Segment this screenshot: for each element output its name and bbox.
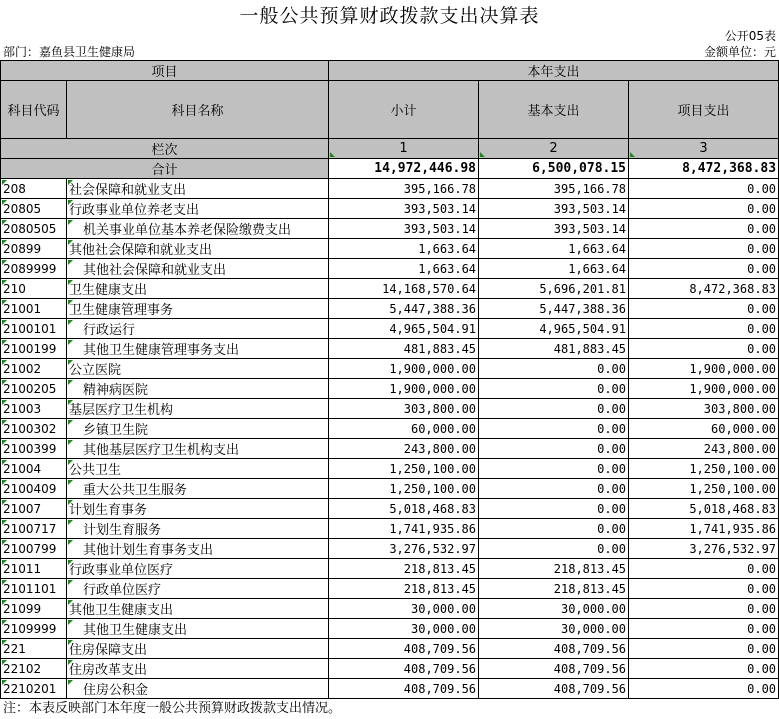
department-label: 部门：嘉鱼县卫生健康局	[3, 45, 136, 59]
cell-marker	[68, 660, 73, 665]
header-col3: 3	[629, 139, 779, 159]
row-subtotal: 5,018,468.83	[329, 499, 479, 519]
row-project: 0.00	[629, 579, 779, 599]
row-name: 其他卫生健康管理事务支出	[67, 339, 329, 359]
row-code: 2109999	[1, 619, 67, 639]
row-name: 精神病医院	[67, 379, 329, 399]
row-name: 其他社会保障和就业支出	[67, 259, 329, 279]
cell-marker	[2, 680, 7, 685]
row-basic: 0.00	[479, 459, 629, 479]
row-code: 2100199	[1, 339, 67, 359]
row-subtotal: 1,663.64	[329, 239, 479, 259]
row-basic: 5,447,388.36	[479, 299, 629, 319]
row-project: 0.00	[629, 659, 779, 679]
table-row	[1, 179, 779, 199]
row-subtotal: 481,883.45	[329, 339, 479, 359]
row-project: 0.00	[629, 679, 779, 699]
cell-marker	[2, 560, 7, 565]
row-subtotal: 1,250,100.00	[329, 479, 479, 499]
table-row	[1, 239, 779, 259]
report-title: 一般公共预算财政拨款支出决算表	[239, 5, 540, 27]
cell-marker	[68, 340, 73, 345]
row-basic: 0.00	[479, 419, 629, 439]
table-row	[1, 399, 779, 419]
row-subtotal: 395,166.78	[329, 179, 479, 199]
row-project: 5,018,468.83	[629, 499, 779, 519]
row-basic: 0.00	[479, 359, 629, 379]
row-project: 0.00	[629, 299, 779, 319]
table-row	[1, 519, 779, 539]
row-code: 20805	[1, 199, 67, 219]
row-project: 1,900,000.00	[629, 379, 779, 399]
row-basic: 218,813.45	[479, 579, 629, 599]
row-code: 221	[1, 639, 67, 659]
cell-marker	[68, 440, 73, 445]
cell-marker	[2, 600, 7, 605]
row-subtotal: 408,709.56	[329, 639, 479, 659]
row-subtotal: 408,709.56	[329, 679, 479, 699]
row-subtotal: 1,663.64	[329, 259, 479, 279]
row-code: 2210201	[1, 679, 67, 699]
header-column-no: 栏次	[1, 139, 329, 159]
cell-marker	[68, 600, 73, 605]
cell-marker	[68, 680, 73, 685]
row-name: 重大公共卫生服务	[67, 479, 329, 499]
row-name: 社会保障和就业支出	[67, 179, 329, 199]
row-project: 0.00	[629, 219, 779, 239]
row-subtotal: 1,250,100.00	[329, 459, 479, 479]
header-subtotal: 小计	[329, 81, 479, 139]
cell-marker	[2, 640, 7, 645]
row-name: 基层医疗卫生机构	[67, 399, 329, 419]
cell-marker	[2, 300, 7, 305]
row-name: 乡镇卫生院	[67, 419, 329, 439]
row-subtotal: 30,000.00	[329, 599, 479, 619]
row-name: 行政运行	[67, 319, 329, 339]
cell-marker	[68, 220, 73, 225]
row-subtotal: 30,000.00	[329, 619, 479, 639]
row-basic: 408,709.56	[479, 639, 629, 659]
row-basic: 408,709.56	[479, 679, 629, 699]
cell-marker	[68, 260, 73, 265]
expenditure-table	[0, 60, 779, 699]
header-code: 科目代码	[1, 81, 67, 139]
row-project: 1,250,100.00	[629, 459, 779, 479]
row-name: 公立医院	[67, 359, 329, 379]
row-basic: 0.00	[479, 539, 629, 559]
row-basic: 0.00	[479, 499, 629, 519]
row-code: 21099	[1, 599, 67, 619]
row-code: 2100799	[1, 539, 67, 559]
row-code: 20899	[1, 239, 67, 259]
row-code: 21003	[1, 399, 67, 419]
header-item: 项目	[1, 61, 329, 81]
row-project: 0.00	[629, 339, 779, 359]
cell-marker	[2, 620, 7, 625]
table-row	[1, 499, 779, 519]
row-project: 3,276,532.97	[629, 539, 779, 559]
row-code: 2100399	[1, 439, 67, 459]
table-row	[1, 459, 779, 479]
cell-marker	[68, 540, 73, 545]
row-subtotal: 408,709.56	[329, 659, 479, 679]
row-subtotal: 3,276,532.97	[329, 539, 479, 559]
total-subtotal: 14,972,446.98	[329, 159, 479, 179]
row-basic: 393,503.14	[479, 199, 629, 219]
header-col2: 2	[479, 139, 629, 159]
row-project: 0.00	[629, 239, 779, 259]
row-code: 2101101	[1, 579, 67, 599]
cell-marker	[2, 440, 7, 445]
table-row	[1, 619, 779, 639]
row-name: 机关事业单位基本养老保险缴费支出	[67, 219, 329, 239]
row-code: 21004	[1, 459, 67, 479]
cell-marker	[2, 180, 7, 185]
total-project: 8,472,368.83	[629, 159, 779, 179]
cell-marker	[2, 240, 7, 245]
table-row	[1, 639, 779, 659]
cell-marker	[68, 480, 73, 485]
row-name: 计划生育事务	[67, 499, 329, 519]
header-project: 项目支出	[629, 81, 779, 139]
cell-marker	[68, 240, 73, 245]
row-project: 1,250,100.00	[629, 479, 779, 499]
row-project: 0.00	[629, 259, 779, 279]
row-basic: 393,503.14	[479, 219, 629, 239]
cell-marker	[2, 520, 7, 525]
row-subtotal: 1,900,000.00	[329, 379, 479, 399]
cell-marker	[2, 420, 7, 425]
row-subtotal: 393,503.14	[329, 199, 479, 219]
row-name: 行政事业单位医疗	[67, 559, 329, 579]
cell-marker	[68, 400, 73, 405]
amount-unit-label: 金额单位：元	[703, 45, 776, 59]
row-project: 0.00	[629, 599, 779, 619]
cell-marker	[68, 620, 73, 625]
row-subtotal: 4,965,504.91	[329, 319, 479, 339]
row-code: 2100205	[1, 379, 67, 399]
table-row	[1, 439, 779, 459]
table-row	[1, 419, 779, 439]
row-code: 21007	[1, 499, 67, 519]
cell-marker	[2, 360, 7, 365]
cell-marker	[2, 480, 7, 485]
cell-marker	[68, 300, 73, 305]
row-code: 2080505	[1, 219, 67, 239]
table-row	[1, 339, 779, 359]
row-basic: 30,000.00	[479, 599, 629, 619]
row-project: 0.00	[629, 619, 779, 639]
cell-marker	[2, 580, 7, 585]
table-row	[1, 299, 779, 319]
cell-marker	[68, 380, 73, 385]
row-subtotal: 5,447,388.36	[329, 299, 479, 319]
row-basic: 0.00	[479, 379, 629, 399]
table-row	[1, 479, 779, 499]
row-name: 其他卫生健康支出	[67, 619, 329, 639]
row-project: 0.00	[629, 639, 779, 659]
form-number: 公开05表	[724, 29, 776, 43]
row-basic: 0.00	[479, 399, 629, 419]
row-basic: 0.00	[479, 519, 629, 539]
row-name: 行政事业单位养老支出	[67, 199, 329, 219]
table-row	[1, 659, 779, 679]
header-basic: 基本支出	[479, 81, 629, 139]
row-project: 303,800.00	[629, 399, 779, 419]
table-row	[1, 359, 779, 379]
cell-marker	[68, 500, 73, 505]
row-project: 0.00	[629, 319, 779, 339]
row-name: 住房公积金	[67, 679, 329, 699]
row-basic: 408,709.56	[479, 659, 629, 679]
table-row	[1, 259, 779, 279]
cell-marker	[68, 320, 73, 325]
table-row	[1, 379, 779, 399]
row-basic: 395,166.78	[479, 179, 629, 199]
cell-marker	[68, 520, 73, 525]
row-subtotal: 14,168,570.64	[329, 279, 479, 299]
header-col1: 1	[329, 139, 479, 159]
row-subtotal: 303,800.00	[329, 399, 479, 419]
cell-marker	[68, 460, 73, 465]
total-basic: 6,500,078.15	[479, 159, 629, 179]
footnote: 注：本表反映部门本年度一般公共预算财政拨款支出情况。	[3, 701, 342, 716]
cell-marker	[68, 280, 73, 285]
row-subtotal: 60,000.00	[329, 419, 479, 439]
row-basic: 0.00	[479, 439, 629, 459]
cell-marker	[2, 500, 7, 505]
table-row	[1, 679, 779, 699]
row-code: 21001	[1, 299, 67, 319]
row-name: 其他卫生健康支出	[67, 599, 329, 619]
row-subtotal: 393,503.14	[329, 219, 479, 239]
cell-marker	[2, 200, 7, 205]
row-name: 卫生健康支出	[67, 279, 329, 299]
row-name: 行政单位医疗	[67, 579, 329, 599]
cell-marker	[2, 540, 7, 545]
row-subtotal: 218,813.45	[329, 559, 479, 579]
header-current-year: 本年支出	[329, 61, 779, 81]
row-basic: 218,813.45	[479, 559, 629, 579]
cell-marker	[2, 380, 7, 385]
row-code: 2089999	[1, 259, 67, 279]
cell-marker	[2, 400, 7, 405]
cell-marker	[68, 360, 73, 365]
row-project: 0.00	[629, 559, 779, 579]
table-row	[1, 579, 779, 599]
row-code: 210	[1, 279, 67, 299]
cell-marker	[68, 580, 73, 585]
row-basic: 0.00	[479, 479, 629, 499]
row-basic: 1,663.64	[479, 259, 629, 279]
table-row	[1, 199, 779, 219]
table-row	[1, 219, 779, 239]
row-subtotal: 218,813.45	[329, 579, 479, 599]
row-project: 60,000.00	[629, 419, 779, 439]
row-name: 住房改革支出	[67, 659, 329, 679]
row-basic: 30,000.00	[479, 619, 629, 639]
row-project: 0.00	[629, 179, 779, 199]
row-subtotal: 1,741,935.86	[329, 519, 479, 539]
row-code: 21002	[1, 359, 67, 379]
table-row	[1, 279, 779, 299]
row-name: 计划生育服务	[67, 519, 329, 539]
cell-marker	[68, 560, 73, 565]
row-code: 2100302	[1, 419, 67, 439]
cell-marker	[68, 640, 73, 645]
row-name: 住房保障支出	[67, 639, 329, 659]
table-row	[1, 319, 779, 339]
row-name: 卫生健康管理事务	[67, 299, 329, 319]
row-code: 2100101	[1, 319, 67, 339]
row-code: 2100409	[1, 479, 67, 499]
cell-marker	[2, 280, 7, 285]
row-name: 其他社会保障和就业支出	[67, 239, 329, 259]
cell-marker	[2, 660, 7, 665]
row-project: 0.00	[629, 199, 779, 219]
row-project: 8,472,368.83	[629, 279, 779, 299]
table-row	[1, 539, 779, 559]
row-basic: 5,696,201.81	[479, 279, 629, 299]
table-row	[1, 599, 779, 619]
row-basic: 4,965,504.91	[479, 319, 629, 339]
header-name: 科目名称	[67, 81, 329, 139]
cell-marker	[68, 180, 73, 185]
row-project: 243,800.00	[629, 439, 779, 459]
total-label: 合计	[1, 159, 329, 179]
row-project: 1,741,935.86	[629, 519, 779, 539]
row-name: 公共卫生	[67, 459, 329, 479]
cell-marker	[2, 320, 7, 325]
total-row	[1, 159, 779, 179]
cell-marker	[2, 260, 7, 265]
row-basic: 1,663.64	[479, 239, 629, 259]
cell-marker	[2, 220, 7, 225]
cell-marker	[2, 340, 7, 345]
row-name: 其他计划生育事务支出	[67, 539, 329, 559]
row-code: 22102	[1, 659, 67, 679]
row-subtotal: 1,900,000.00	[329, 359, 479, 379]
cell-marker	[2, 460, 7, 465]
cell-marker	[68, 200, 73, 205]
row-code: 2100717	[1, 519, 67, 539]
cell-marker	[68, 420, 73, 425]
row-basic: 481,883.45	[479, 339, 629, 359]
row-project: 1,900,000.00	[629, 359, 779, 379]
row-code: 21011	[1, 559, 67, 579]
row-name: 其他基层医疗卫生机构支出	[67, 439, 329, 459]
row-code: 208	[1, 179, 67, 199]
table-row	[1, 559, 779, 579]
row-subtotal: 243,800.00	[329, 439, 479, 459]
